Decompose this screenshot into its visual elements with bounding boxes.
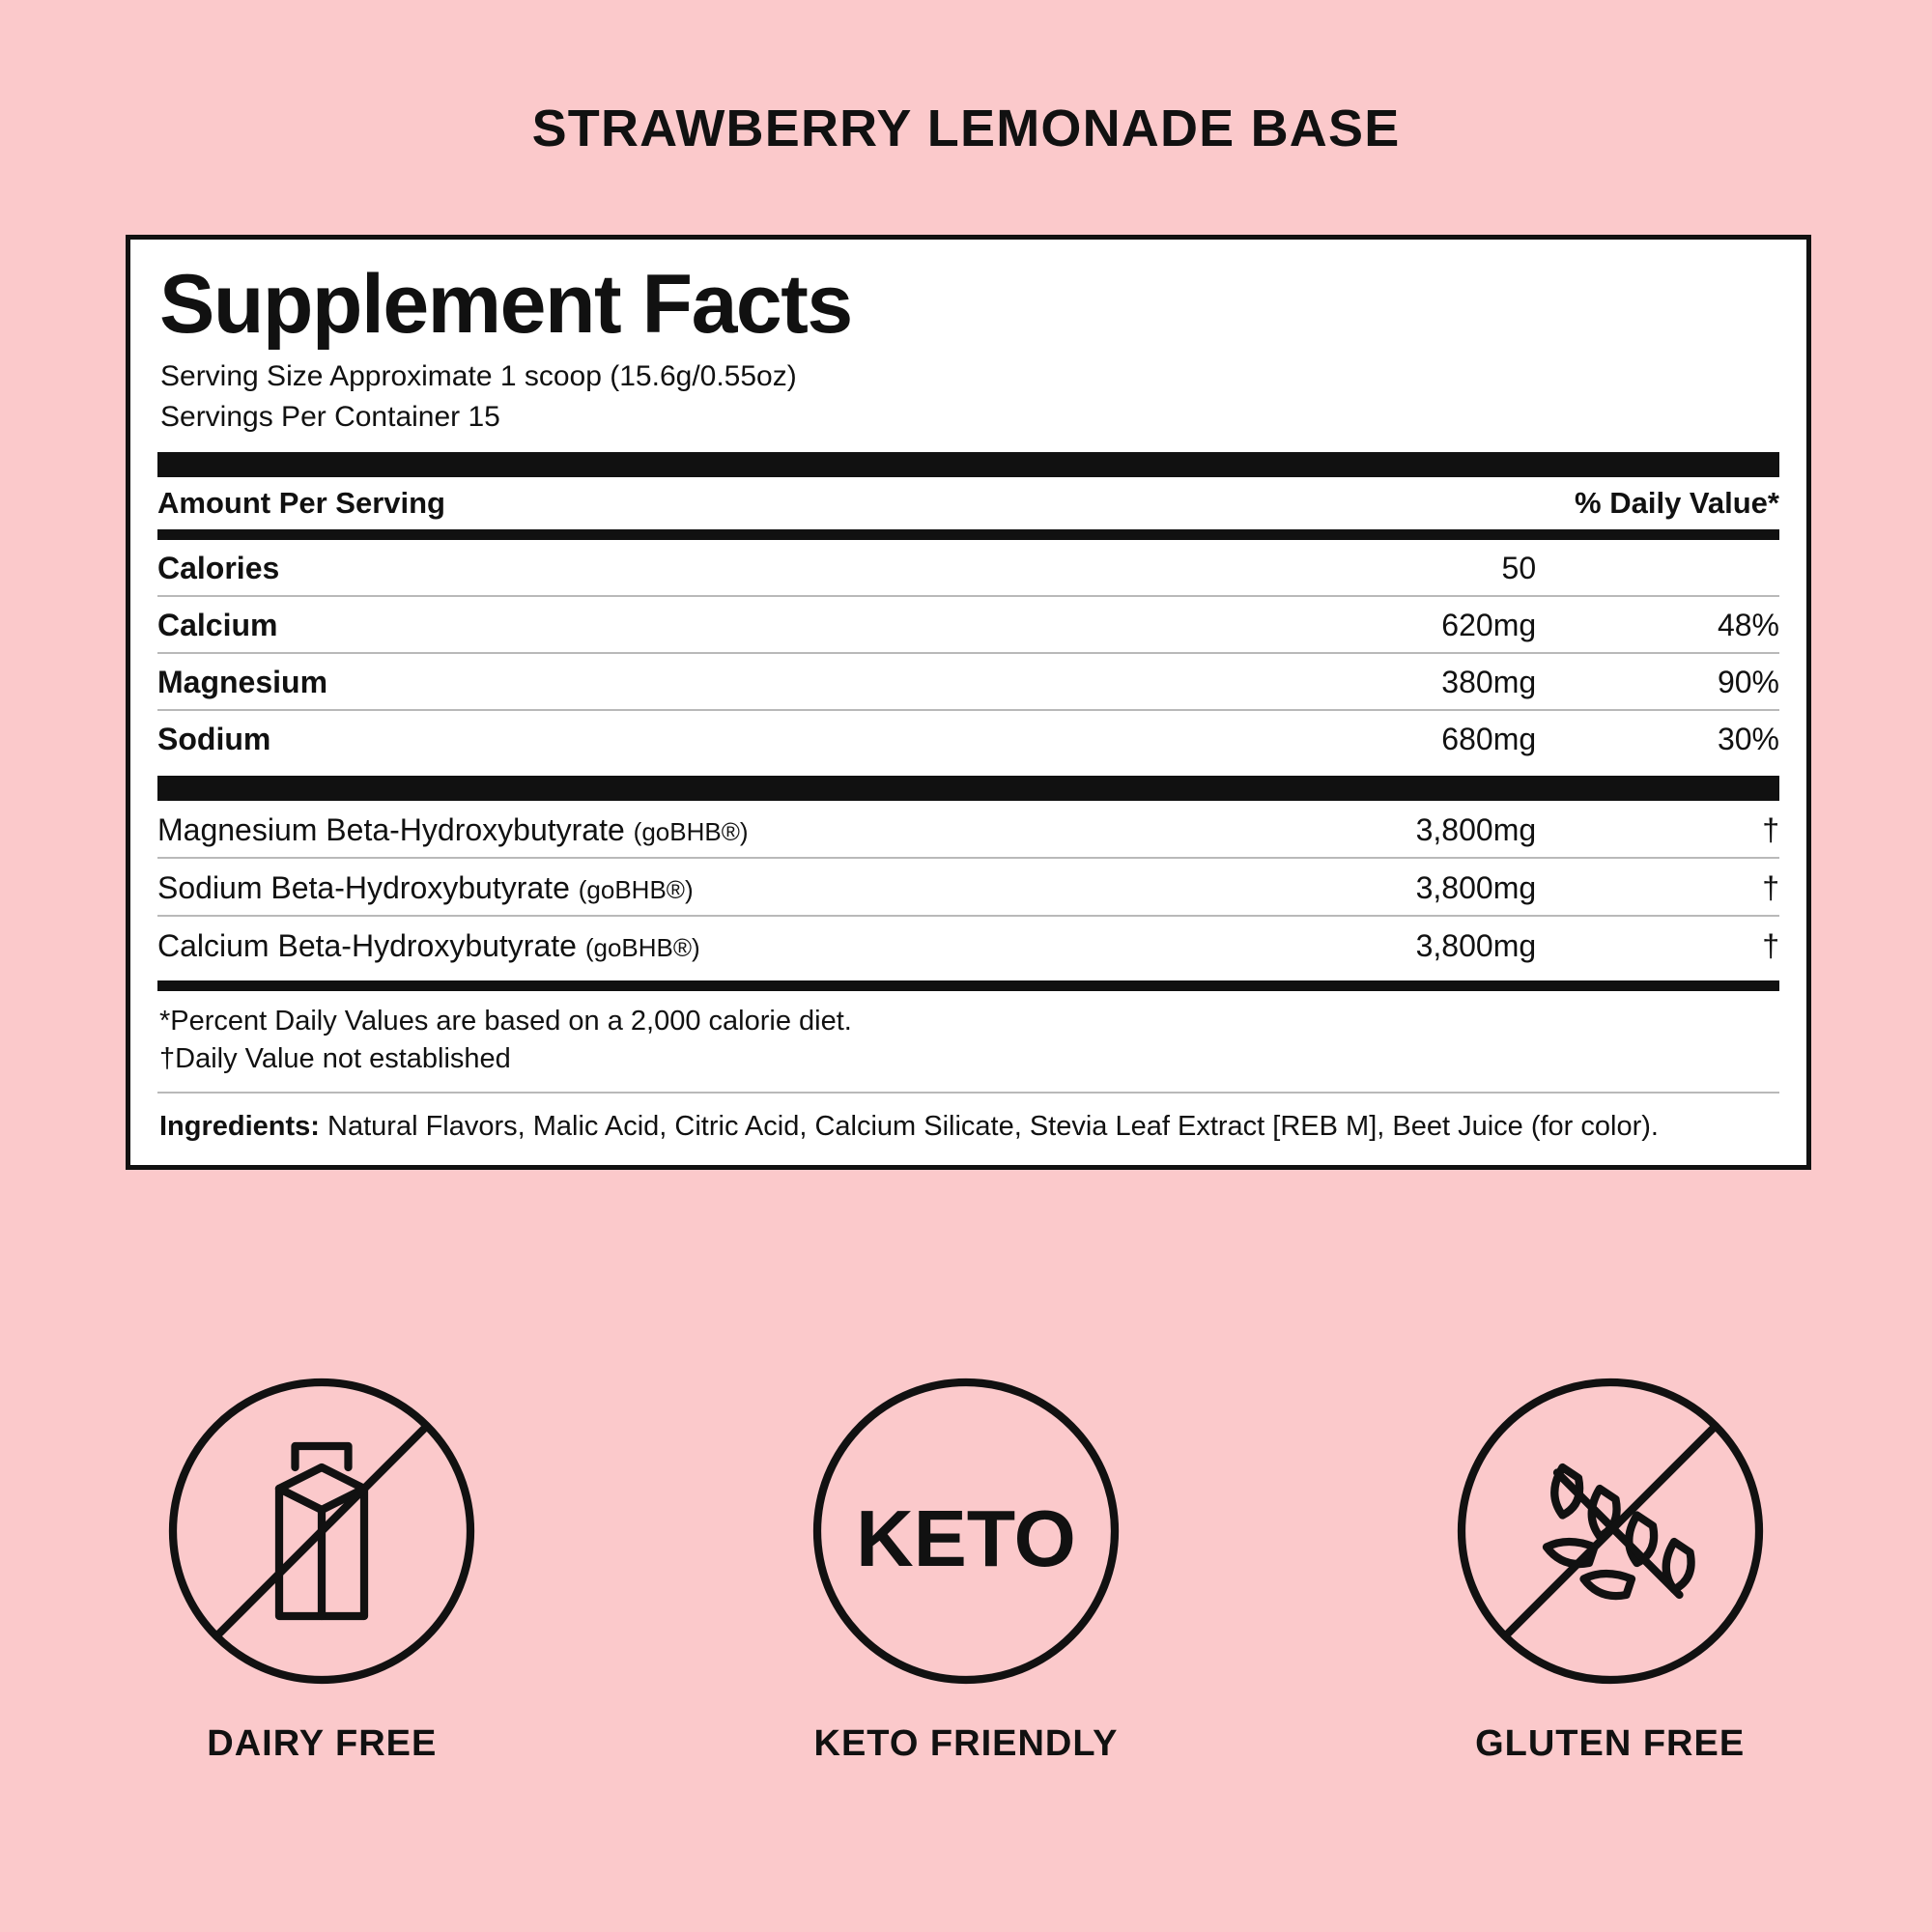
nutrients-table-4 (157, 711, 1779, 766)
blend-name-text: Calcium Beta-Hydroxybutyrate (157, 927, 577, 963)
supplement-facts-panel (126, 235, 1811, 1170)
footnote-daily-value-basis: *Percent Daily Values are based on a 2,000 calorie diet. (159, 1005, 852, 1037)
blend-dv: † (1762, 869, 1779, 905)
nutrient-name: Calcium (157, 607, 278, 642)
blend-name (157, 801, 1163, 857)
blend-name (157, 859, 1163, 915)
panel-title: Supplement Facts (159, 258, 852, 351)
blend-amount: 3,800mg (1415, 869, 1537, 905)
divider-thick-middle (157, 776, 1779, 801)
blend-name-text: Sodium Beta-Hydroxybutyrate (157, 869, 570, 905)
blend-amount: 3,800mg (1415, 811, 1537, 847)
badge-dairy-free (114, 1372, 529, 1765)
ingredients-text: Natural Flavors, Malic Acid, Citric Acid, Calcium Silicate, Stevia Leaf Extract [REB M], Beet Juice (for color). (319, 1111, 1659, 1143)
serving-size: Serving Size Approximate 1 scoop (15.6g/0.55oz) (160, 359, 797, 392)
badge-gluten-free (1403, 1372, 1818, 1765)
divider-below-header (157, 529, 1779, 540)
amount-per-serving-label: Amount Per Serving (157, 485, 445, 520)
servings-per-container: Servings Per Container 15 (160, 401, 500, 434)
badge-label: KETO FRIENDLY (813, 1723, 1119, 1764)
table-row (157, 597, 1779, 652)
table-row (157, 917, 1779, 973)
blend-table-3 (157, 917, 1779, 973)
header-amount-spacer (1163, 477, 1536, 529)
nutrient-name: Magnesium (157, 664, 328, 699)
table-row (157, 801, 1779, 857)
nutrient-amount: 380mg (1441, 664, 1537, 699)
table-row (157, 859, 1779, 915)
keto-text: KETO (856, 1493, 1076, 1583)
keto-circle-icon (807, 1372, 1125, 1690)
ingredients-section (157, 1092, 1779, 1165)
divider-thick-top (157, 452, 1779, 477)
wheat-crossed-out-icon (1451, 1372, 1770, 1690)
nutrients-table-2 (157, 597, 1779, 652)
milk-carton-crossed-out-icon (162, 1372, 481, 1690)
nutrient-dv: 30% (1717, 721, 1779, 756)
blend-trademark: (goBHB®) (584, 932, 700, 962)
nutrient-amount: 680mg (1441, 721, 1537, 756)
nutrient-name: Sodium (157, 721, 271, 756)
daily-value-label: % Daily Value* (1575, 485, 1779, 520)
nutrient-amount: 50 (1501, 550, 1537, 585)
blend-table-2 (157, 859, 1779, 915)
table-row (157, 654, 1779, 709)
nutrition-table (157, 477, 1779, 529)
blend-trademark: (goBHB®) (633, 816, 749, 846)
nutrient-name: Calories (157, 550, 280, 585)
nutrient-dv: 90% (1717, 664, 1779, 699)
nutrients-table-3 (157, 654, 1779, 709)
table-header-row (157, 477, 1779, 529)
blend-amount: 3,800mg (1415, 927, 1537, 963)
badges-row (0, 1372, 1932, 1765)
nutrient-amount: 620mg (1441, 607, 1537, 642)
table-row (157, 711, 1779, 766)
page-title: STRAWBERRY LEMONADE BASE (531, 99, 1401, 157)
nutrients-table (157, 540, 1779, 595)
footnotes (157, 991, 1779, 1092)
badge-label: GLUTEN FREE (1475, 1723, 1746, 1764)
badge-keto-friendly (758, 1372, 1174, 1765)
blend-name-text: Magnesium Beta-Hydroxybutyrate (157, 811, 625, 847)
ingredients-label: Ingredients: (159, 1111, 320, 1143)
blend-dv: † (1762, 811, 1779, 847)
divider-thick-bottom (157, 980, 1779, 991)
nutrient-dv (1536, 540, 1779, 595)
nutrient-dv: 48% (1717, 607, 1779, 642)
blend-trademark: (goBHB®) (578, 874, 694, 904)
blend-table-1 (157, 801, 1779, 857)
table-row (157, 540, 1779, 595)
blend-dv: † (1762, 927, 1779, 963)
footnote-dagger: †Daily Value not established (159, 1042, 511, 1074)
badge-label: DAIRY FREE (207, 1723, 438, 1764)
blend-name (157, 917, 1163, 973)
